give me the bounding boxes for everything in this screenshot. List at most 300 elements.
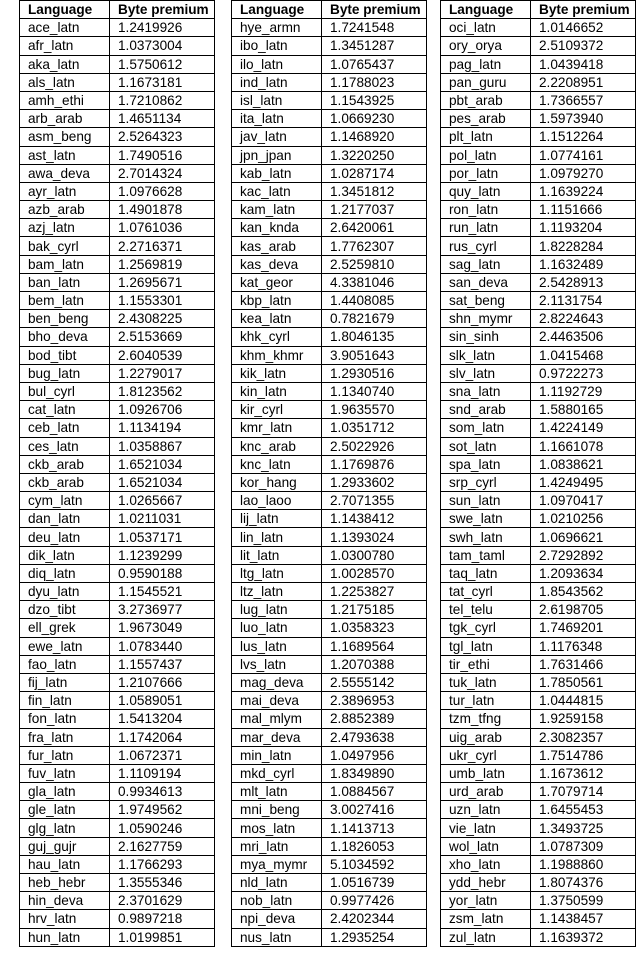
byte-premium-cell: 1.2935254 (322, 928, 427, 946)
table-row (441, 19, 636, 37)
byte-premium-cell: 1.3451287 (322, 37, 427, 55)
table-row (441, 73, 636, 91)
table-row (232, 619, 427, 637)
language-cell: kab_latn (232, 164, 322, 182)
language-cell: snd_arab (441, 401, 531, 419)
byte-premium-cell: 1.1673181 (110, 73, 215, 91)
language-cell: lao_laoo (232, 492, 322, 510)
table-row (441, 455, 636, 473)
byte-premium-cell: 1.1193204 (531, 219, 636, 237)
table-row (441, 710, 636, 728)
language-cell: azj_latn (20, 219, 110, 237)
byte-premium-cell: 1.2279017 (110, 364, 215, 382)
table-row (20, 673, 215, 691)
table-row (232, 637, 427, 655)
table-row (20, 928, 215, 946)
table-row (20, 619, 215, 637)
language-cell: mni_beng (232, 801, 322, 819)
table-row (232, 310, 427, 328)
byte-premium-cell: 1.9749562 (110, 801, 215, 819)
language-cell: fon_latn (20, 710, 110, 728)
table-row (20, 564, 215, 582)
byte-premium-cell: 1.1673612 (531, 764, 636, 782)
byte-premium-header: Byte premium (322, 1, 427, 19)
language-cell: umb_latn (441, 764, 531, 782)
table-row (20, 273, 215, 291)
language-cell: fra_latn (20, 728, 110, 746)
table-row (20, 382, 215, 400)
table-row (441, 419, 636, 437)
byte-premium-cell: 1.1661078 (531, 437, 636, 455)
language-cell: tir_ethi (441, 655, 531, 673)
language-cell: arb_arab (20, 110, 110, 128)
table-row (20, 219, 215, 237)
byte-premium-cell: 1.8543562 (531, 583, 636, 601)
table-row (441, 692, 636, 710)
byte-premium-cell: 1.9673049 (110, 619, 215, 637)
table-row (232, 219, 427, 237)
language-cell: pes_arab (441, 110, 531, 128)
byte-premium-cell: 1.1239299 (110, 546, 215, 564)
language-cell: fij_latn (20, 673, 110, 691)
table-row (232, 874, 427, 892)
language-cell: zul_latn (441, 928, 531, 946)
byte-premium-cell: 2.5555142 (322, 673, 427, 691)
table-row (441, 546, 636, 564)
byte-premium-cell: 1.1438457 (531, 910, 636, 928)
language-cell: swh_latn (441, 528, 531, 546)
byte-premium-cell: 1.2093634 (531, 564, 636, 582)
byte-premium-cell: 1.1151666 (531, 201, 636, 219)
byte-premium-cell: 1.0672371 (110, 746, 215, 764)
byte-premium-cell: 1.1512264 (531, 128, 636, 146)
table-row (232, 564, 427, 582)
table-row (20, 310, 215, 328)
byte-premium-cell: 1.2107666 (110, 673, 215, 691)
byte-premium-cell: 1.0774161 (531, 146, 636, 164)
byte-premium-cell: 2.3896953 (322, 692, 427, 710)
byte-premium-cell: 1.2930516 (322, 364, 427, 382)
language-cell: dyu_latn (20, 583, 110, 601)
language-cell: lvs_latn (232, 655, 322, 673)
language-cell: gla_latn (20, 783, 110, 801)
table-row (20, 292, 215, 310)
byte-premium-cell: 2.7014324 (110, 164, 215, 182)
byte-premium-cell: 1.7241548 (322, 19, 427, 37)
byte-premium-cell: 1.1545521 (110, 583, 215, 601)
language-cell: jpn_jpan (232, 146, 322, 164)
table-row (20, 91, 215, 109)
table-row (232, 801, 427, 819)
language-cell: glg_latn (20, 819, 110, 837)
table-row (232, 182, 427, 200)
byte-premium-cell: 1.7514786 (531, 746, 636, 764)
byte-premium-cell: 1.1557437 (110, 655, 215, 673)
table-row (232, 655, 427, 673)
language-cell: uzn_latn (441, 801, 531, 819)
language-header: Language (20, 1, 110, 19)
byte-premium-cell: 1.0884567 (322, 783, 427, 801)
table-row (20, 746, 215, 764)
byte-premium-cell: 1.0210256 (531, 510, 636, 528)
language-cell: npi_deva (232, 910, 322, 928)
table-row (20, 837, 215, 855)
byte-premium-cell: 3.0027416 (322, 801, 427, 819)
language-cell: ayr_latn (20, 182, 110, 200)
byte-premium-cell: 4.3381046 (322, 273, 427, 291)
table-row (20, 546, 215, 564)
byte-premium-cell: 1.1689564 (322, 637, 427, 655)
byte-premium-cell: 1.7366557 (531, 91, 636, 109)
byte-premium-cell: 1.0537171 (110, 528, 215, 546)
byte-premium-cell: 2.5259810 (322, 255, 427, 273)
language-cell: kat_geor (232, 273, 322, 291)
language-cell: heb_hebr (20, 874, 110, 892)
byte-premium-cell: 1.0358323 (322, 619, 427, 637)
language-header: Language (441, 1, 531, 19)
byte-premium-cell: 1.3220250 (322, 146, 427, 164)
byte-premium-cell: 1.8074376 (531, 874, 636, 892)
table-row (232, 837, 427, 855)
language-cell: jav_latn (232, 128, 322, 146)
table-row (441, 583, 636, 601)
byte-premium-cell: 1.0373004 (110, 37, 215, 55)
table-row (441, 255, 636, 273)
language-cell: sag_latn (441, 255, 531, 273)
language-cell: nld_latn (232, 874, 322, 892)
language-cell: mlt_latn (232, 783, 322, 801)
byte-premium-cell: 1.4224149 (531, 419, 636, 437)
table-row (441, 928, 636, 946)
byte-premium-cell: 1.1988860 (531, 855, 636, 873)
language-cell: cat_latn (20, 401, 110, 419)
byte-premium-cell: 1.0415468 (531, 346, 636, 364)
byte-premium-cell: 2.6198705 (531, 601, 636, 619)
table-row (441, 637, 636, 655)
table-row (441, 910, 636, 928)
byte-premium-cell: 1.2070388 (322, 655, 427, 673)
table-row (232, 364, 427, 382)
table-row (20, 728, 215, 746)
byte-premium-cell: 0.9722273 (531, 364, 636, 382)
byte-premium-cell: 1.9635570 (322, 401, 427, 419)
table-header-row (20, 1, 215, 19)
language-cell: ron_latn (441, 201, 531, 219)
language-cell: ell_grek (20, 619, 110, 637)
language-cell: bug_latn (20, 364, 110, 382)
language-header: Language (232, 1, 322, 19)
byte-premium-cell: 0.9897218 (110, 910, 215, 928)
byte-premium-cell: 1.1468920 (322, 128, 427, 146)
byte-premium-cell: 1.2419926 (110, 19, 215, 37)
language-cell: mos_latn (232, 819, 322, 837)
table-row (20, 37, 215, 55)
language-cell: ces_latn (20, 437, 110, 455)
language-cell: ilo_latn (232, 55, 322, 73)
byte-premium-cell: 1.0351712 (322, 419, 427, 437)
language-cell: plt_latn (441, 128, 531, 146)
byte-premium-cell: 1.0696621 (531, 528, 636, 546)
byte-premium-cell: 1.0926706 (110, 401, 215, 419)
language-cell: pag_latn (441, 55, 531, 73)
table-row (441, 201, 636, 219)
byte-premium-cell: 2.5264323 (110, 128, 215, 146)
byte-premium-cell: 1.1769876 (322, 455, 427, 473)
byte-premium-cell: 1.1413713 (322, 819, 427, 837)
byte-premium-cell: 1.0783440 (110, 637, 215, 655)
byte-premium-cell: 2.3701629 (110, 892, 215, 910)
table-row (232, 928, 427, 946)
table-row (232, 692, 427, 710)
language-cell: pan_guru (441, 73, 531, 91)
byte-premium-cell: 1.0970417 (531, 492, 636, 510)
byte-premium-cell: 1.0979270 (531, 164, 636, 182)
byte-premium-cell: 1.1632489 (531, 255, 636, 273)
language-cell: awa_deva (20, 164, 110, 182)
byte-premium-cell: 1.7850561 (531, 673, 636, 691)
byte-premium-cell: 2.2208951 (531, 73, 636, 91)
table-row (441, 146, 636, 164)
byte-premium-cell: 1.2695671 (110, 273, 215, 291)
byte-premium-cell: 1.0787309 (531, 837, 636, 855)
language-cell: lit_latn (232, 546, 322, 564)
language-cell: yor_latn (441, 892, 531, 910)
language-cell: srp_cyrl (441, 473, 531, 491)
language-cell: tam_taml (441, 546, 531, 564)
table-row (232, 673, 427, 691)
language-cell: bam_latn (20, 255, 110, 273)
language-cell: kin_latn (232, 382, 322, 400)
table-row (441, 673, 636, 691)
table-row (232, 346, 427, 364)
language-cell: diq_latn (20, 564, 110, 582)
language-cell: knc_latn (232, 455, 322, 473)
language-cell: hau_latn (20, 855, 110, 873)
language-cell: san_deva (441, 273, 531, 291)
byte-premium-cell: 1.8349890 (322, 764, 427, 782)
language-cell: kor_hang (232, 473, 322, 491)
byte-premium-cell: 2.8852389 (322, 710, 427, 728)
table-row (20, 528, 215, 546)
table-row (441, 364, 636, 382)
byte-premium-cell: 1.0669230 (322, 110, 427, 128)
table-row (232, 110, 427, 128)
table-row (441, 764, 636, 782)
language-cell: nob_latn (232, 892, 322, 910)
language-cell: bem_latn (20, 292, 110, 310)
table-row (20, 510, 215, 528)
table-row (441, 182, 636, 200)
table-row (20, 164, 215, 182)
language-cell: khm_khmr (232, 346, 322, 364)
language-cell: als_latn (20, 73, 110, 91)
byte-premium-cell: 1.1742064 (110, 728, 215, 746)
byte-premium-cell: 2.4202344 (322, 910, 427, 928)
table-row (441, 855, 636, 873)
table-row (441, 492, 636, 510)
language-cell: mal_mlym (232, 710, 322, 728)
language-cell: mag_deva (232, 673, 322, 691)
table-row (441, 746, 636, 764)
language-cell: som_latn (441, 419, 531, 437)
byte-premium-cell: 2.4793638 (322, 728, 427, 746)
table-row (20, 364, 215, 382)
language-cell: kik_latn (232, 364, 322, 382)
table-row (232, 473, 427, 491)
language-cell: swe_latn (441, 510, 531, 528)
byte-premium-cell: 1.1176348 (531, 637, 636, 655)
table-row (232, 382, 427, 400)
table-row (232, 546, 427, 564)
byte-premium-cell: 1.2569819 (110, 255, 215, 273)
byte-premium-cell: 0.9590188 (110, 564, 215, 582)
language-cell: tat_cyrl (441, 583, 531, 601)
language-cell: ind_latn (232, 73, 322, 91)
table-row (441, 473, 636, 491)
table-row (232, 419, 427, 437)
table-row (441, 783, 636, 801)
table-row (20, 419, 215, 437)
byte-premium-cell: 1.0358867 (110, 437, 215, 455)
table-row (20, 892, 215, 910)
byte-premium-cell: 1.4651134 (110, 110, 215, 128)
byte-premium-cell: 2.5428913 (531, 273, 636, 291)
byte-premium-cell: 5.1034592 (322, 855, 427, 873)
table-row (20, 110, 215, 128)
byte-premium-cell: 1.0300780 (322, 546, 427, 564)
table-row (20, 710, 215, 728)
byte-premium-cell: 1.7210862 (110, 91, 215, 109)
table-row (441, 528, 636, 546)
language-cell: sun_latn (441, 492, 531, 510)
byte-premium-cell: 1.7490516 (110, 146, 215, 164)
byte-premium-cell: 1.0497956 (322, 746, 427, 764)
byte-premium-cell: 1.7469201 (531, 619, 636, 637)
language-cell: ckb_arab (20, 455, 110, 473)
table-row (232, 746, 427, 764)
language-cell: sin_sinh (441, 328, 531, 346)
language-cell: lus_latn (232, 637, 322, 655)
table-row (232, 601, 427, 619)
table-row (20, 473, 215, 491)
byte-premium-cell: 1.1109194 (110, 764, 215, 782)
byte-premium-cell: 1.3555346 (110, 874, 215, 892)
byte-premium-cell: 1.0146652 (531, 19, 636, 37)
byte-premium-cell: 2.5022926 (322, 437, 427, 455)
byte-premium-cell: 2.4308225 (110, 310, 215, 328)
byte-premium-header: Byte premium (531, 1, 636, 19)
byte-premium-cell: 2.1131754 (531, 292, 636, 310)
table-row (232, 164, 427, 182)
table-row (441, 874, 636, 892)
table-row (20, 19, 215, 37)
byte-premium-cell: 1.7079714 (531, 783, 636, 801)
language-cell: por_latn (441, 164, 531, 182)
byte-premium-cell: 1.1639224 (531, 182, 636, 200)
byte-premium-cell: 1.3750599 (531, 892, 636, 910)
byte-premium-header: Byte premium (110, 1, 215, 19)
byte-premium-cell: 1.3493725 (531, 819, 636, 837)
language-table-1 (19, 0, 215, 947)
table-header-row (441, 1, 636, 19)
table-row (441, 55, 636, 73)
language-cell: afr_latn (20, 37, 110, 55)
language-cell: ben_beng (20, 310, 110, 328)
byte-premium-cell: 1.4249495 (531, 473, 636, 491)
byte-premium-cell: 1.0761036 (110, 219, 215, 237)
language-cell: kmr_latn (232, 419, 322, 437)
byte-premium-cell: 2.6420061 (322, 219, 427, 237)
language-cell: guj_gujr (20, 837, 110, 855)
table-row (441, 346, 636, 364)
language-cell: xho_latn (441, 855, 531, 873)
language-cell: azb_arab (20, 201, 110, 219)
table-row (20, 455, 215, 473)
byte-premium-cell: 1.1438412 (322, 510, 427, 528)
table-row (441, 237, 636, 255)
byte-premium-cell: 1.1639372 (531, 928, 636, 946)
language-cell: sna_latn (441, 382, 531, 400)
table-row (232, 583, 427, 601)
byte-premium-cell: 1.5973940 (531, 110, 636, 128)
language-cell: aka_latn (20, 55, 110, 73)
table-row (232, 273, 427, 291)
byte-premium-cell: 1.1340740 (322, 382, 427, 400)
language-cell: rus_cyrl (441, 237, 531, 255)
language-cell: wol_latn (441, 837, 531, 855)
language-cell: tgk_cyrl (441, 619, 531, 637)
table-row (232, 892, 427, 910)
table-header-row (232, 1, 427, 19)
language-cell: slk_latn (441, 346, 531, 364)
byte-premium-cell: 2.5109372 (531, 37, 636, 55)
byte-premium-cell: 1.7762307 (322, 237, 427, 255)
table-row (232, 819, 427, 837)
byte-premium-cell: 1.0444815 (531, 692, 636, 710)
table-row (20, 910, 215, 928)
table-row (441, 564, 636, 582)
table-row (232, 146, 427, 164)
language-cell: kir_cyrl (232, 401, 322, 419)
byte-premium-cell: 1.2177037 (322, 201, 427, 219)
language-cell: lin_latn (232, 528, 322, 546)
language-cell: tur_latn (441, 692, 531, 710)
language-cell: ory_orya (441, 37, 531, 55)
language-cell: shn_mymr (441, 310, 531, 328)
language-cell: bho_deva (20, 328, 110, 346)
language-cell: fuv_latn (20, 764, 110, 782)
table-row (20, 764, 215, 782)
language-cell: fao_latn (20, 655, 110, 673)
table-row (232, 37, 427, 55)
table-row (441, 273, 636, 291)
language-cell: kac_latn (232, 182, 322, 200)
table-row (441, 219, 636, 237)
byte-premium-cell: 1.8228284 (531, 237, 636, 255)
language-cell: bul_cyrl (20, 382, 110, 400)
table-row (20, 201, 215, 219)
table-row (20, 401, 215, 419)
language-cell: amh_ethi (20, 91, 110, 109)
table-row (441, 655, 636, 673)
language-cell: vie_latn (441, 819, 531, 837)
language-cell: urd_arab (441, 783, 531, 801)
byte-premium-cell: 1.5880165 (531, 401, 636, 419)
byte-premium-cell: 1.4901878 (110, 201, 215, 219)
byte-premium-cell: 2.3082357 (531, 728, 636, 746)
byte-premium-cell: 1.0287174 (322, 164, 427, 182)
table-row (441, 164, 636, 182)
